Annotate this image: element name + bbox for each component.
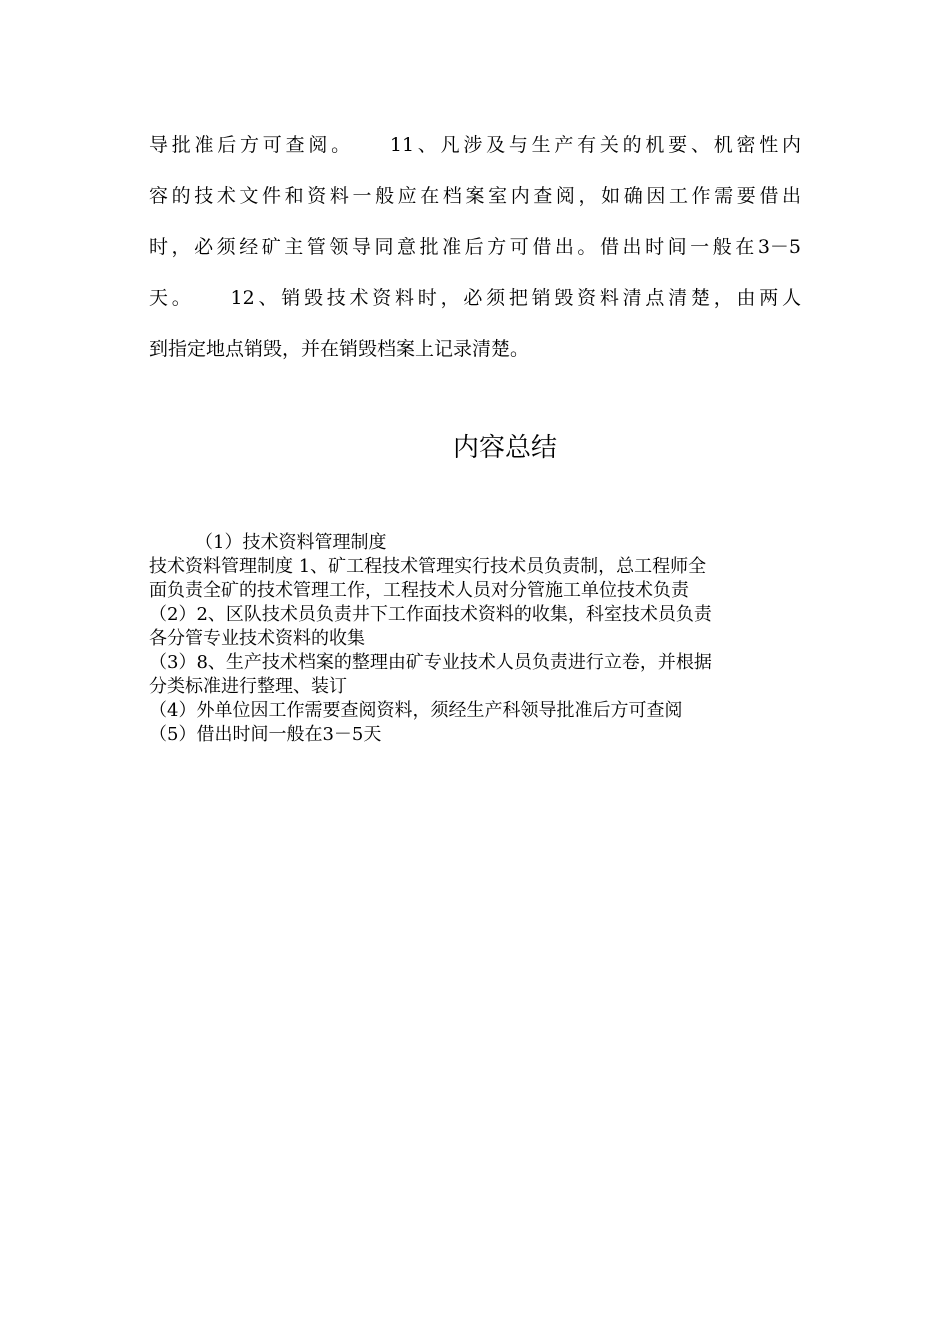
body-line-3: 时，必须经矿主管领导同意批准后方可借出。借出时间一般在3－5 [149,236,801,258]
summary-line-4: 各分管专业技术资料的收集 [149,628,365,649]
body-line-5: 到指定地点销毁，并在销毁档案上记录清楚。 [149,338,530,360]
summary-heading: （1）技术资料管理制度 [195,532,387,553]
summary-title: 内容总结 [452,433,557,463]
summary-line-1: 技术资料管理制度 1、矿工程技术管理实行技术员负责制，总工程师全 [149,556,707,577]
body-line-2: 容的技术文件和资料一般应在档案室内查阅，如确因工作需要借出 [149,185,801,207]
summary-line-2: 面负责全矿的技术管理工作，工程技术人员对分管施工单位技术负责 [149,580,689,601]
body-line-1: 导批准后方可查阅。 11、凡涉及与生产有关的机要、机密性内 [149,134,801,156]
body-line-4: 天。 12、销毁技术资料时，必须把销毁资料清点清楚，由两人 [149,287,801,309]
summary-line-5: （3）8、生产技术档案的整理由矿专业技术人员负责进行立卷，并根据 [149,652,712,673]
summary-line-6: 分类标准进行整理、装订 [149,676,347,697]
summary-section [149,531,801,747]
summary-line-3: （2）2、区队技术员负责井下工作面技术资料的收集，科室技术员负责 [149,604,712,625]
body-paragraph [149,120,801,375]
summary-line-7: （4）外单位因工作需要查阅资料，须经生产科领导批准后方可查阅 [149,700,683,721]
summary-line-8: （5）借出时间一般在3－5天 [149,724,382,745]
